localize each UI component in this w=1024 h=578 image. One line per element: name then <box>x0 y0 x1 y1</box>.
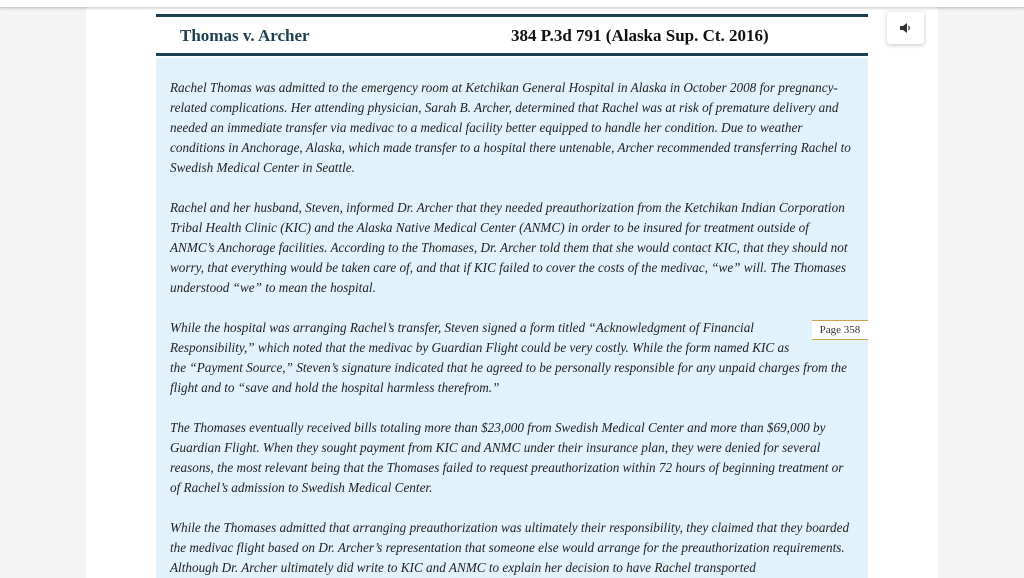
audio-button[interactable] <box>887 12 924 44</box>
opinion-text <box>156 58 868 578</box>
top-bar <box>0 0 1024 7</box>
paragraph-2: Rachel and her husband, Steven, informed Dr. Archer that they needed preauthorization from the Ketchikan Indian Corporation Tribal Health Clinic (KIC) and the Alaska Native Medical Center (ANMC) in order to be insured for treatment outside of ANMC’s Anchorage facilities. According to the Thomases, Dr. Archer told them that she would contact KIC, that they should not worry, that everything would be taken care of, and that if KIC failed to cover the costs of the medivac, “we” will. The Thomases understood “we” to mean the hospital. <box>170 200 848 295</box>
case-name: Thomas v. Archer <box>180 26 310 45</box>
paragraph-3 <box>170 318 861 398</box>
page-marker: Page 358 <box>812 320 868 340</box>
paragraph-5: While the Thomases admitted that arranging preauthorization was ultimately their responsibility, they claimed that they boarded the medivac flight based on Dr. Archer’s representation that someone else would arrange for the preauthorization requirements. Although Dr. Archer ultimately did write to KIC and ANMC to explain her decision to have Rachel transported <box>170 520 850 575</box>
case-citation: 384 P.3d 791 (Alaska Sup. Ct. 2016) <box>511 26 769 45</box>
paragraph-4: The Thomases eventually received bills totaling more than $23,000 from Swedish Medical Center and more than $69,000 by Guardian Flight. When they sought payment from KIC and ANMC under their insurance plan, they were denied for several reasons, the most relevant being that the Thomases failed to request preauthorization within 72 hours of beginning treatment or of Rachel’s admission to Swedish Medical Center. <box>170 420 844 495</box>
paragraph-3-text: While the hospital was arranging Rachel’s transfer, Steven signed a form titled “Acknowledgment of Financial Responsibility,” which noted that the medivac by Guardian Flight could be very costly. While the form named KIC as the “Payment Source,” Steven’s signature indicated that he agreed to be personally responsible for any unpaid charges from the flight and to “save and hold the hospital harmless therefrom.” <box>170 320 847 395</box>
case-header <box>156 14 868 56</box>
speaker-icon <box>900 23 912 33</box>
paragraph-1: Rachel Thomas was admitted to the emergency room at Ketchikan General Hospital in Alaska in October 2008 for pregnancy-related complications. Her attending physician, Sarah B. Archer, determined that Rachel was at risk of premature delivery and needed an immediate transfer via medivac to a medical facility better equipped to handle her condition. Due to weather conditions in Anchorage, Alaska, which made transfer to a hospital there untenable, Archer recommended transferring Rachel to Swedish Medical Center in Seattle. <box>170 80 851 175</box>
